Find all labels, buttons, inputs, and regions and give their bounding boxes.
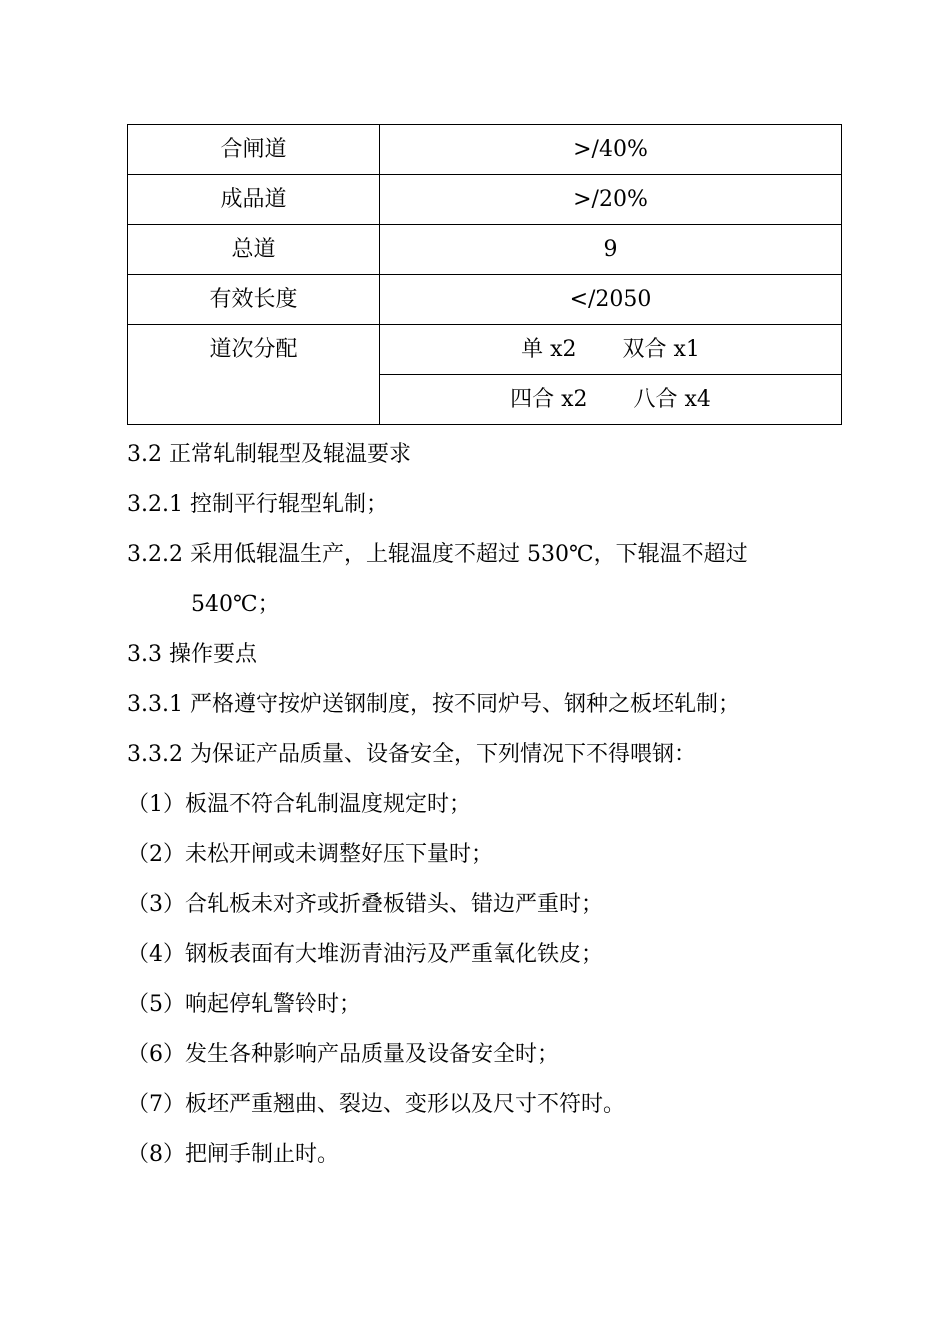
section-3-2-2-line2: 540℃； — [191, 592, 280, 617]
section-heading-3-3: 3.3 操作要点 — [127, 642, 257, 667]
table-row — [128, 325, 842, 375]
table-row — [128, 275, 842, 325]
row-value: >/20% — [380, 175, 842, 225]
row-label: 合闸道 — [128, 125, 380, 175]
list-item: （8）把闸手制止时。 — [127, 1142, 339, 1167]
distribution-octo: 八合 x4 — [633, 387, 711, 412]
table-row — [128, 225, 842, 275]
list-item: （5）响起停轧警铃时； — [127, 992, 361, 1017]
distribution-single: 单 x2 — [521, 337, 577, 362]
row-label: 有效长度 — [128, 275, 380, 325]
row-value: >/40% — [380, 125, 842, 175]
row-value: 9 — [380, 225, 842, 275]
row-label: 成品道 — [128, 175, 380, 225]
row-label: 总道 — [128, 225, 380, 275]
distribution-row-1 — [380, 325, 842, 375]
table-row — [128, 125, 842, 175]
section-3-3-1: 3.3.1 严格遵守按炉送钢制度，按不同炉号、钢种之板坯轧制； — [127, 692, 740, 717]
distribution-label: 道次分配 — [128, 325, 380, 425]
list-item: （6）发生各种影响产品质量及设备安全时； — [127, 1042, 559, 1067]
list-item: （7）板坯严重翘曲、裂边、变形以及尺寸不符时。 — [127, 1092, 625, 1117]
section-heading-3-2: 3.2 正常轧制辊型及辊温要求 — [127, 442, 411, 467]
section-3-2-2-line1: 3.2.2 采用低辊温生产，上辊温度不超过 530℃，下辊温不超过 — [127, 542, 748, 567]
distribution-double: 双合 x1 — [622, 337, 700, 362]
list-item: （2）未松开闸或未调整好压下量时； — [127, 842, 493, 867]
list-item: （4）钢板表面有大堆沥青油污及严重氧化铁皮； — [127, 942, 603, 967]
rolling-spec-table — [127, 124, 842, 425]
list-item: （1）板温不符合轧制温度规定时； — [127, 792, 471, 817]
table-row — [128, 175, 842, 225]
list-item: （3）合轧板未对齐或折叠板错头、错边严重时； — [127, 892, 603, 917]
section-3-2-1: 3.2.1 控制平行辊型轧制； — [127, 492, 388, 517]
distribution-quad: 四合 x2 — [510, 387, 588, 412]
distribution-row-2 — [380, 375, 842, 425]
section-3-3-2: 3.3.2 为保证产品质量、设备安全，下列情况下不得喂钢： — [127, 742, 696, 767]
row-value: </2050 — [380, 275, 842, 325]
